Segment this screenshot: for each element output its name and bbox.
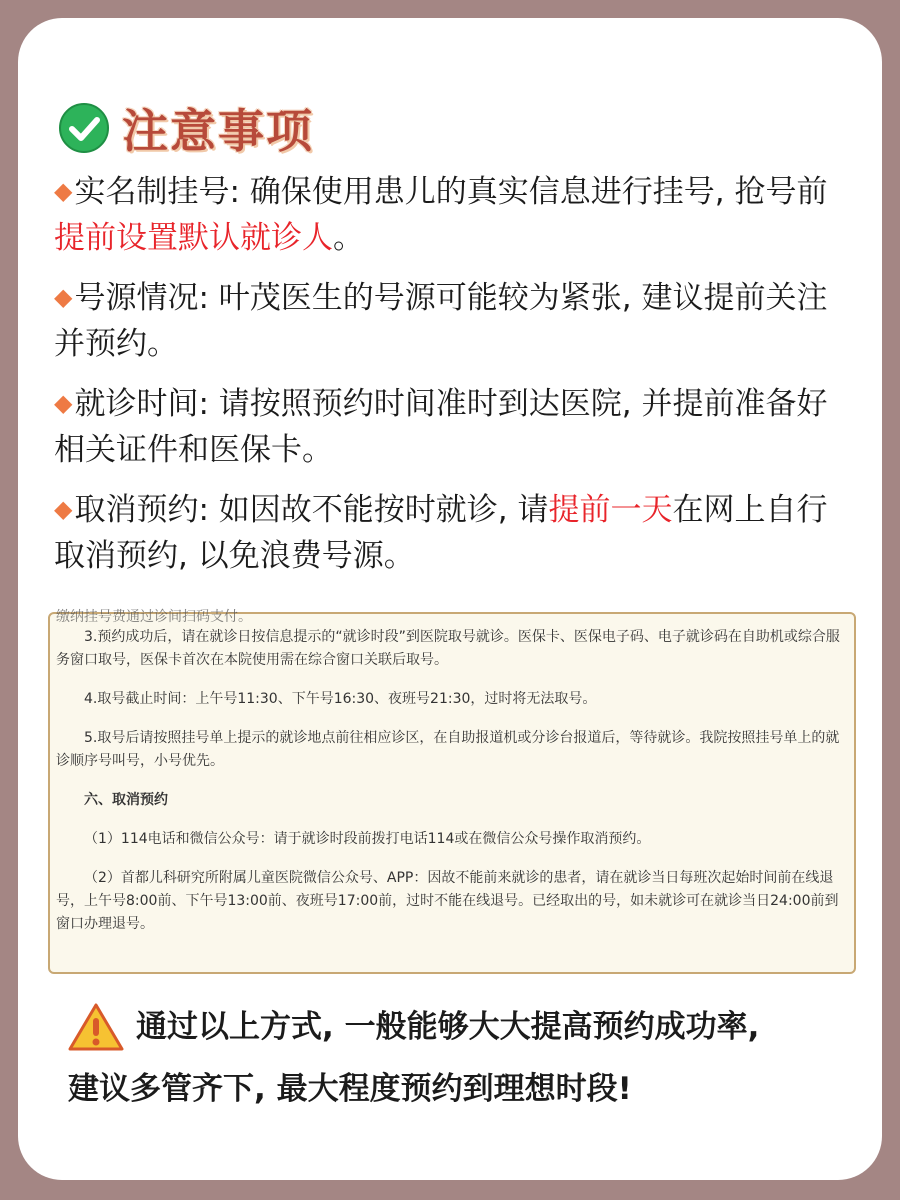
note-label: 号源情况: <box>74 280 209 316</box>
diamond-bullet-icon: ◆ <box>54 495 73 523</box>
excerpt-section-title: 六、取消预约 <box>84 792 168 808</box>
footer-line-2: 建议多管齐下, 最大程度预约到理想时段! <box>68 1071 632 1107</box>
note-text: 如因故不能按时就诊, 请 <box>208 492 549 528</box>
note-highlight: 提前一天 <box>548 492 673 528</box>
note-text: 请按照预约时间准时到达医院, 并提前准备好相关证件和医保卡。 <box>54 386 828 468</box>
note-label: 实名制挂号: <box>74 174 240 210</box>
note-label: 取消预约: <box>74 492 209 528</box>
diamond-bullet-icon: ◆ <box>54 389 73 417</box>
note-highlight: 提前设置默认就诊人 <box>54 220 333 256</box>
heading <box>58 96 314 160</box>
note-item <box>54 382 854 472</box>
note-after: 在网上自行取消预约, 以免浪费号源。 <box>54 492 828 574</box>
note-label: 就诊时间: <box>74 386 209 422</box>
page-title: 注意事项 <box>122 104 314 158</box>
check-circle-icon <box>58 102 110 154</box>
diamond-bullet-icon: ◆ <box>54 177 73 205</box>
note-item <box>54 276 854 366</box>
screenshot-excerpt <box>48 609 856 974</box>
cut-off-line: 缴纳挂号费通过诊间扫码支付。 <box>56 609 252 625</box>
content-card <box>18 18 882 1180</box>
note-text: 确保使用患儿的真实信息进行挂号, 抢号前 <box>239 174 828 210</box>
note-text: 叶茂医生的号源可能较为紧张, 建议提前关注并预约。 <box>54 280 828 362</box>
notes-list <box>54 170 854 594</box>
footer-line-1: 通过以上方式, 一般能够大大提高预约成功率, <box>136 1009 760 1045</box>
excerpt-paragraph: （1）114电话和微信公众号：请于就诊时段前拨打电话114或在微信公众号操作取消预约。 <box>84 831 651 847</box>
note-after: 。 <box>333 220 364 256</box>
note-item <box>54 488 854 578</box>
warning-icon <box>68 1002 124 1052</box>
excerpt-paragraph: 4.取号截止时间：上午号11:30、下午号16:30、夜班号21:30，过时将无法取号。 <box>84 691 597 707</box>
diamond-bullet-icon: ◆ <box>54 283 73 311</box>
footer-tip <box>68 998 858 1118</box>
note-item <box>54 170 854 260</box>
excerpt-paragraph: （2）首都儿科研究所附属儿童医院微信公众号、APP：因故不能前来就诊的患者，请在就诊当日每班次起始时间前在线退号，上午号8:00前、下午号13:00前、夜班号17:00前，过时不能在线退号。已经取出的号，如未就诊可在就诊当日24:00前到窗口办理退号。 <box>56 870 839 932</box>
excerpt-paragraph: 3.预约成功后，请在就诊日按信息提示的“就诊时段”到医院取号就诊。医保卡、医保电子码、电子就诊码在自助机或综合服务窗口取号，医保卡首次在本院使用需在综合窗口关联后取号。 <box>56 629 840 668</box>
excerpt-paragraph: 5.取号后请按照挂号单上提示的就诊地点前往相应诊区，在自助报道机或分诊台报道后，等待就诊。我院按照挂号单上的就诊顺序号叫号，小号优先。 <box>56 730 840 769</box>
